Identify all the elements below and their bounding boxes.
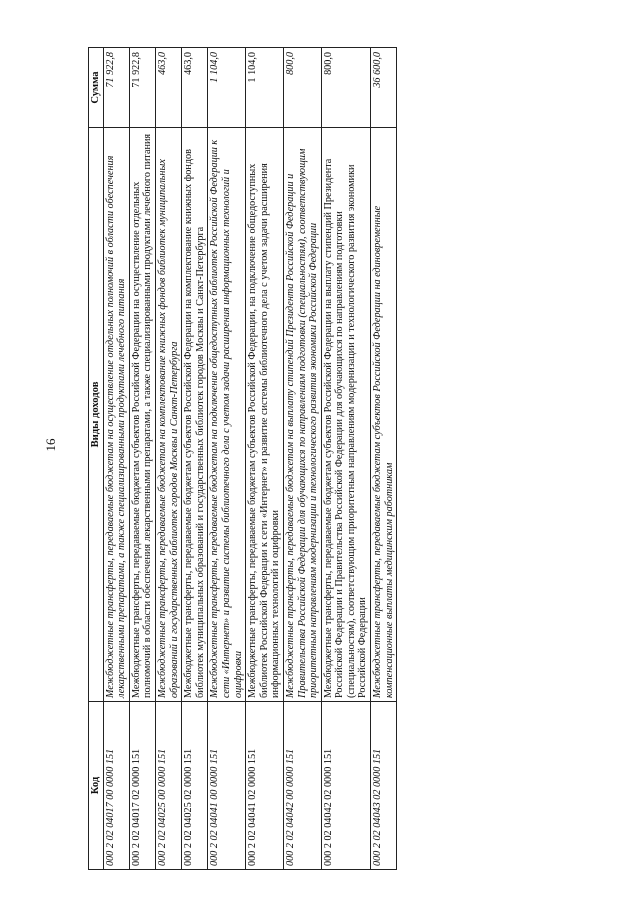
header-sum: Сумма <box>89 48 104 128</box>
row-code: 000 2 02 04042 02 0000 151 <box>321 702 370 870</box>
row-code: 000 2 02 04017 02 0000 151 <box>129 702 155 870</box>
row-code: 000 2 02 04025 00 0000 151 <box>155 702 181 870</box>
row-sum: 1 104,0 <box>208 48 246 128</box>
header-code: Код <box>89 702 104 870</box>
row-code: 000 2 02 04043 02 0000 151 <box>371 702 397 870</box>
row-name: Межбюджетные трансферты, передаваемые бюджетам субъектов Российской Федерации на единовременные компенсационные выплаты медицинским работникам <box>371 128 397 702</box>
row-code: 000 2 02 04017 00 0000 151 <box>103 702 129 870</box>
row-name: Межбюджетные трансферты, передаваемые бюджетам на подключение общедоступных библиотек Российской Федерации к сети «Интернет» и развитие системы библиотечного дела с учетом задачи расширения информационных технологий и оцифровки <box>208 128 246 702</box>
revenue-table <box>88 47 397 870</box>
table-row <box>321 48 370 870</box>
row-name: Межбюджетные трансферты, передаваемые бюджетам на выплату стипендий Президента Российской Федерации и Правительства Российской Федерации для обучающихся по направлениям подготовки (специальностям), соответствующим приоритетным направлениям модернизации и технологического развития экономики Российской Федерации <box>283 128 321 702</box>
table-header-row <box>89 48 104 870</box>
table-row <box>129 48 155 870</box>
table-row <box>371 48 397 870</box>
row-code: 000 2 02 04025 02 0000 151 <box>182 702 208 870</box>
row-code: 000 2 02 04041 00 0000 151 <box>208 702 246 870</box>
row-name: Межбюджетные трансферты, передаваемые бюджетам субъектов Российской Федерации на комплектование книжных фондов библиотек муниципальных образований и государственных библиотек городов Москвы и Санкт-Петербурга <box>182 128 208 702</box>
row-sum: 71 922,8 <box>129 48 155 128</box>
row-name: Межбюджетные трансферты, передаваемые бюджетам субъектов Российской Федерации на осуществление отдельных полномочий в области обеспечения лекарственными препаратами, а также специализированными продуктами лечебного питания <box>129 128 155 702</box>
row-sum: 463,0 <box>155 48 181 128</box>
row-name: Межбюджетные трансферты, передаваемые бюджетам субъектов Российской Федерации на выплату стипендий Президента Российской Федерации и Правительства Российской Федерации для обучающихся по направлениям подготовки (специальностям), соответствующим приоритетным направлениям модернизации и технологического развития экономики Российской Федерации <box>321 128 370 702</box>
table-row <box>208 48 246 870</box>
row-code: 000 2 02 04041 02 0000 151 <box>246 702 284 870</box>
row-sum: 71 922,8 <box>103 48 129 128</box>
row-code: 000 2 02 04042 00 0000 151 <box>283 702 321 870</box>
table-row <box>283 48 321 870</box>
row-sum: 1 104,0 <box>246 48 284 128</box>
rotated-table-container <box>88 48 538 870</box>
table-row <box>182 48 208 870</box>
row-sum: 800,0 <box>283 48 321 128</box>
table-row <box>103 48 129 870</box>
table-row <box>155 48 181 870</box>
row-name: Межбюджетные трансферты, передаваемые бюджетам на комплектование книжных фондов библиотек муниципальных образований и государственных библиотек городов Москвы и Санкт-Петербурга <box>155 128 181 702</box>
row-sum: 36 600,0 <box>371 48 397 128</box>
row-name: Межбюджетные трансферты, передаваемые бюджетам на осуществление отдельных полномочий в области обеспечения лекарственными препаратами, а также специализированными продуктами лечебного питания <box>103 128 129 702</box>
table-row <box>246 48 284 870</box>
header-name: Виды доходов <box>89 128 104 702</box>
row-sum: 463,0 <box>182 48 208 128</box>
row-name: Межбюджетные трансферты, передаваемые бюджетам субъектов Российской Федерации, на подключение общедоступных библиотек Российской Федерации к сети «Интернет» и развитие системы библиотечного дела с учетом задачи расширения информационных технологий и оцифровки <box>246 128 284 702</box>
row-sum: 800,0 <box>321 48 370 128</box>
page-number: 16 <box>43 438 58 452</box>
